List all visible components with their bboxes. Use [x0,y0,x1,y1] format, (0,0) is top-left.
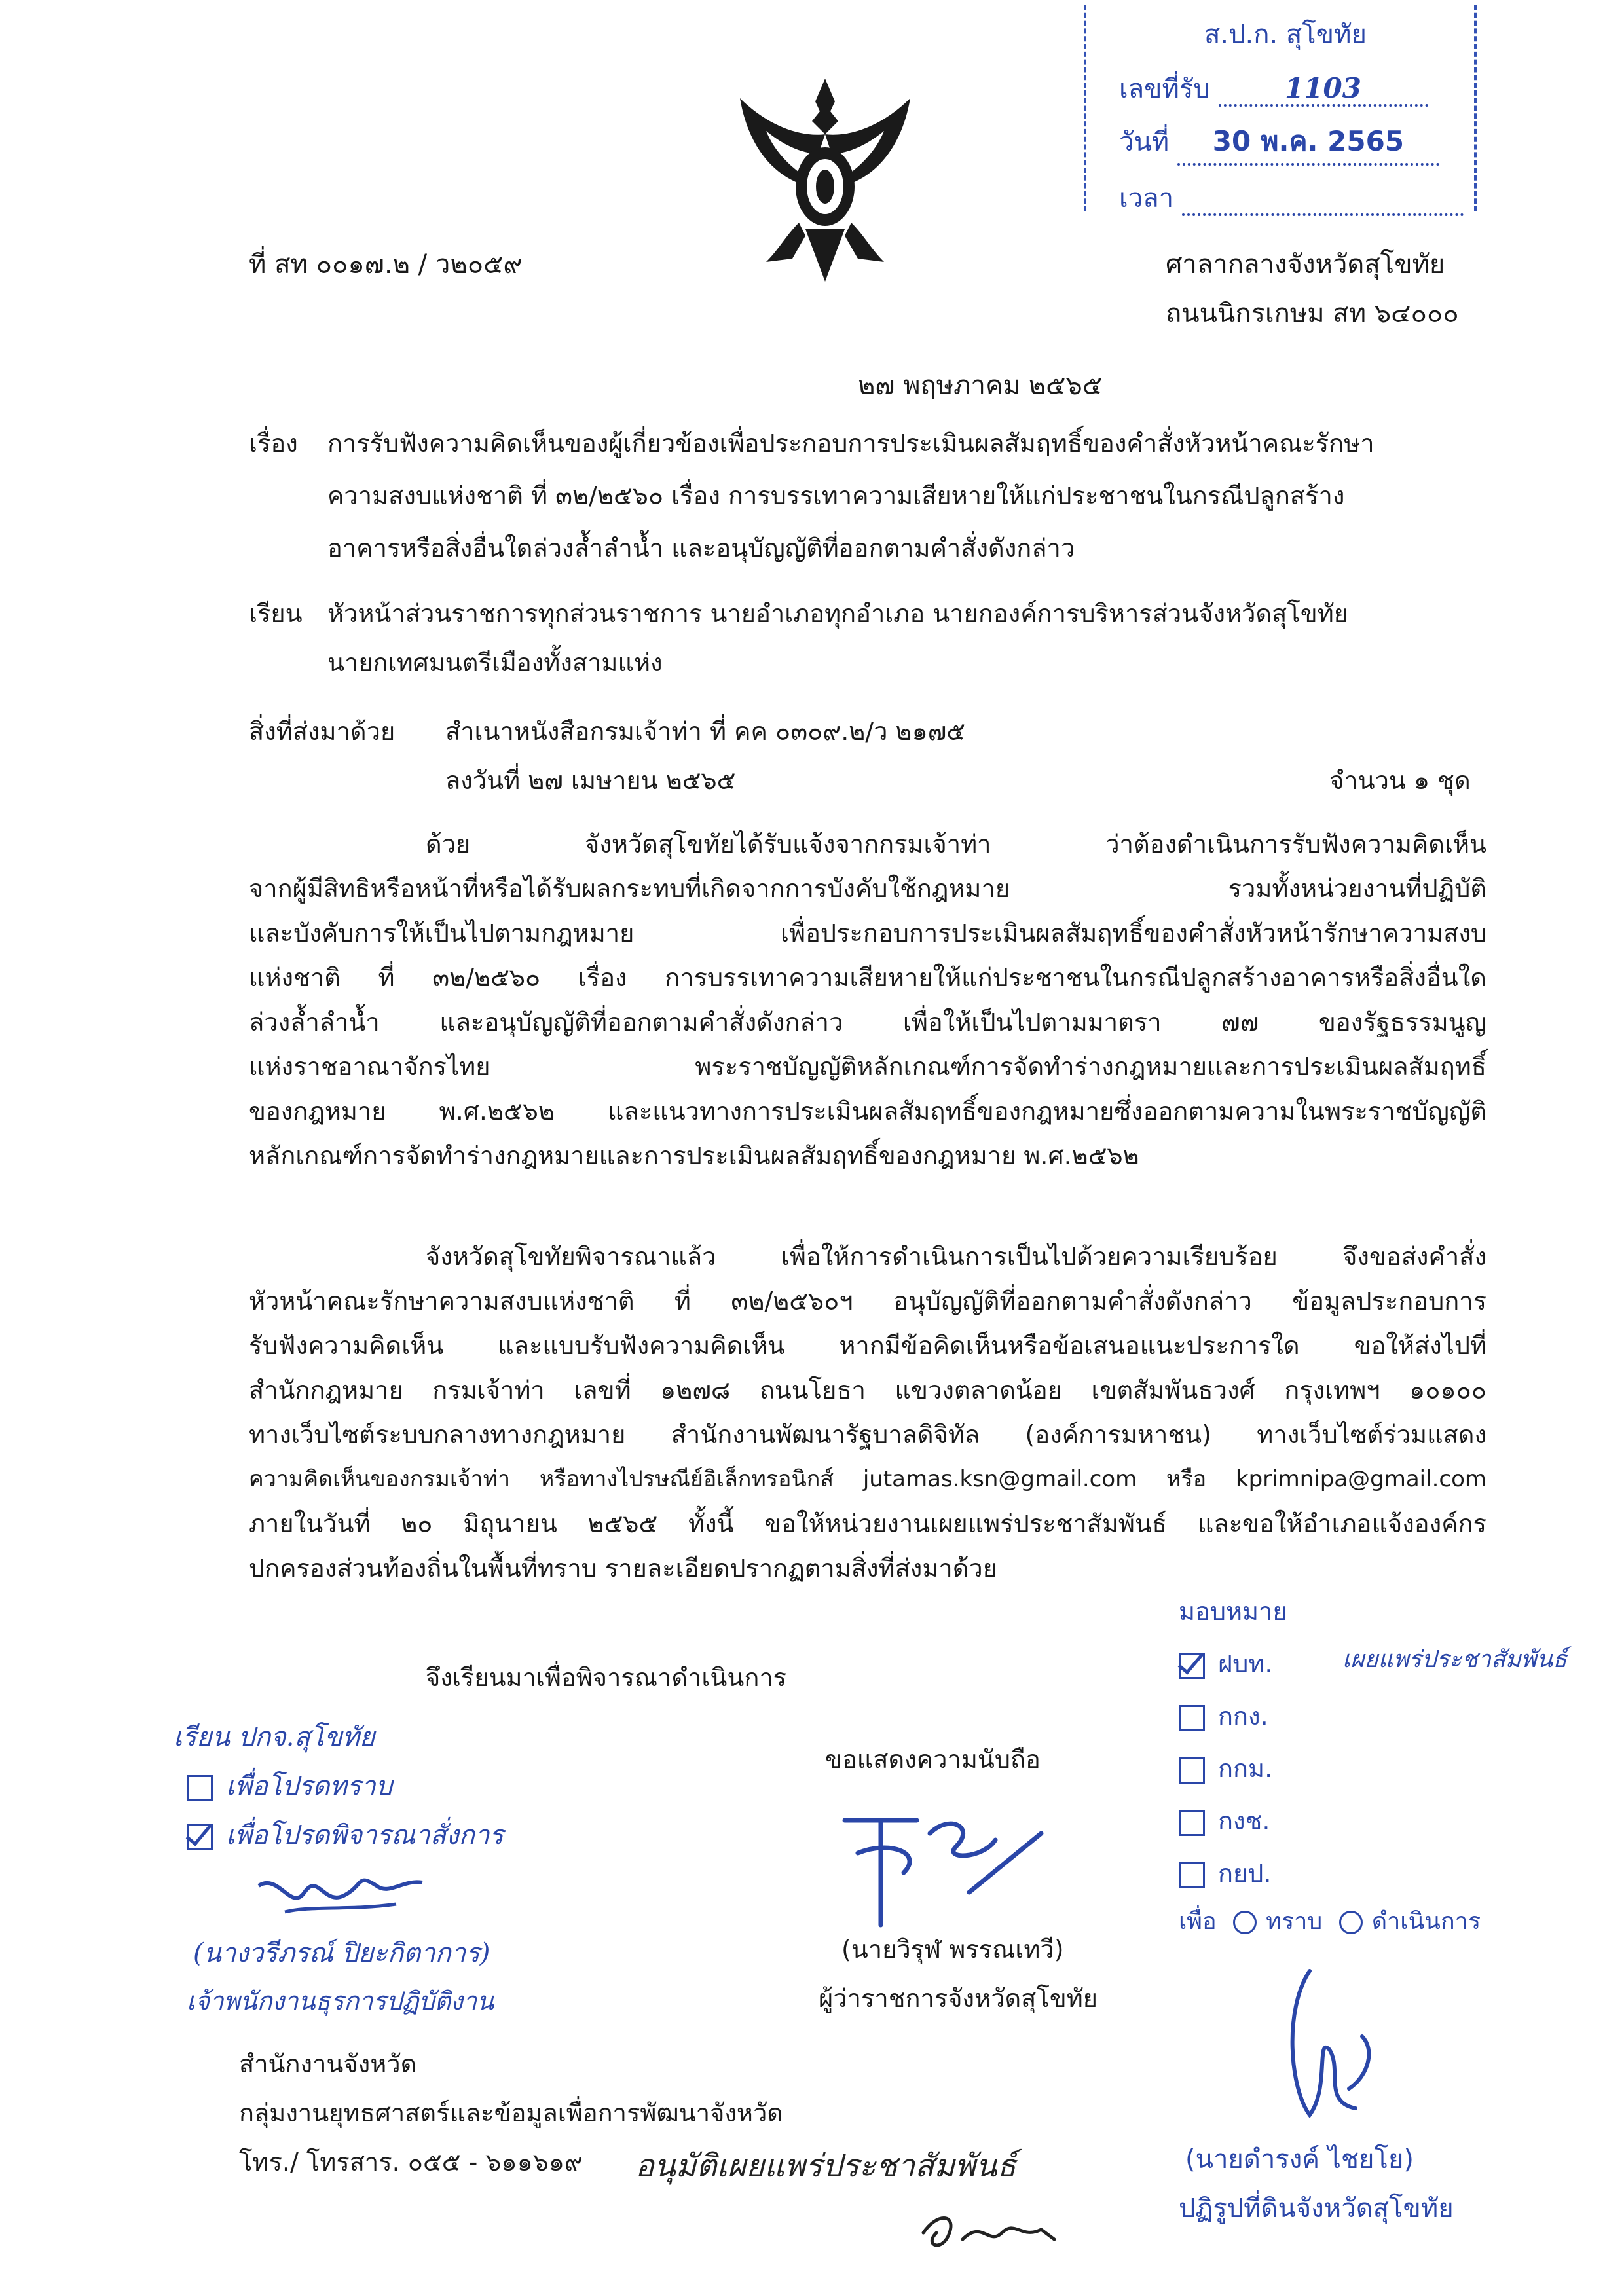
assign-item-label: กยป. [1218,1859,1272,1888]
checkbox-assign [1179,1810,1205,1836]
paragraph-line: ล่วงล้ำลำน้ำ และอนุบัญญัติที่ออกตามคำสั่งดังกล่าว เพื่อให้เป็นไปตามมาตรา ๗๗ ของรัฐธรรมนูญ [249,1008,1486,1037]
paragraph-line: ความคิดเห็นของกรมเจ้าท่า หรือทางไปรษณีย์อิเล็กทรอนิกส์ jutamas.ksn@gmail.com หรือ kprimnipa@gmail.com [249,1466,1486,1492]
note-left-heading: เรียน ปกจ.สุโขทัย [174,1722,375,1752]
paragraph-line: หลักเกณฑ์การจัดทำร่างกฎหมายและการประเมินผลสัมฤทธิ์ของกฎหมาย พ.ศ.๒๕๖๒ [249,1141,1139,1170]
assign-task-note: เผยแพร่ประชาสัมพันธ์ [1342,1646,1567,1673]
bottom-handwritten-note: อนุมัติเผยแพร่ประชาสัมพันธ์ [635,2148,1016,2184]
assign-item-label: กงช. [1218,1807,1270,1835]
subject-line: ความสงบแห่งชาติ ที่ ๓๒/๒๕๖๐ เรื่อง การบรรเทาความเสียหายให้แก่ประชาชนในกรณีปลูกสร้าง [327,481,1345,510]
paragraph-line: สำนักกฎหมาย กรมเจ้าท่า เลขที่ ๑๒๗๘ ถนนโยธา แขวงตลาดน้อย เขตสัมพันธวงศ์ กรุงเทพฯ ๑๐๑๐๐ [249,1376,1486,1405]
assign-item-label: กกง. [1218,1702,1268,1731]
body-paragraph-2 [249,1234,1486,1590]
note-right-heading: มอบหมาย [1179,1597,1287,1626]
assign-item [1179,1643,1273,1683]
enclosure-line1: สำเนาหนังสือกรมเจ้าท่า ที่ คค ๐๓๐๙.๒/ว ๒๑๗๕ [445,717,966,746]
purpose-row [1179,1902,1481,1939]
land-reform-signature-icon [1270,1958,1401,2128]
assign-item [1179,1748,1272,1788]
note-left-option-2 [187,1814,504,1856]
radio-action [1339,1911,1363,1934]
stamp-date-row [1119,120,1439,166]
purpose-label: เพื่อ [1179,1908,1217,1935]
salutation-label: เรียน [249,599,303,628]
enclosure-label: สิ่งที่ส่งมาด้วย [249,717,396,746]
note-left-option-2-label: เพื่อโปรดพิจารณาสั่งการ [226,1820,504,1850]
checkbox-inform [187,1775,213,1801]
paragraph-line: หัวหน้าคณะรักษาความสงบแห่งชาติ ที่ ๓๒/๒๕๖๐ฯ อนุบัญญัติที่ออกตามคำสั่งดังกล่าว ข้อมูลประกอบการ [249,1287,1486,1315]
paragraph-line: ของกฎหมาย พ.ศ.๒๕๖๒ และแนวทางการประเมินผลสัมฤทธิ์ของกฎหมายซึ่งออกตามความในพระราชบัญญัติ [249,1097,1486,1126]
receipt-stamp [1084,5,1477,211]
left-handwritten-note [174,1716,632,2030]
assign-item [1179,1853,1271,1893]
radio-inform [1233,1911,1257,1934]
staff-signature-icon [246,1860,442,1925]
assign-item [1179,1696,1268,1736]
signer-name: (นายวิรุฬ พรรณเทวี) [841,1935,1064,1964]
stamp-time-row [1119,177,1464,219]
subject-label: เรื่อง [249,429,298,458]
paragraph-line: ทางเว็บไซต์ระบบกลางทางกฎหมาย สำนักงานพัฒนารัฐบาลดิจิทัล (องค์การมหาชน) ทางเว็บไซต์ร่วมแสดง [249,1420,1486,1449]
purpose-option-label: ทราบ [1266,1908,1323,1935]
office-line1: สำนักงานจังหวัด [239,2049,417,2078]
garuda-emblem-icon [727,72,923,288]
note-left-name: (นางวรีภรณ์ ปิยะกิตาการ) [193,1938,490,1968]
subject-line: การรับฟังความคิดเห็นของผู้เกี่ยวข้องเพื่อประกอบการประเมินผลสัมฤทธิ์ของคำสั่งหัวหน้าคณะรักษา [327,429,1375,458]
paragraph-line: แห่งราชอาณาจักรไทย พระราชบัญญัติหลักเกณฑ์การจัดทำร่างกฎหมายและการประเมินผลสัมฤทธิ์ [249,1052,1486,1081]
letter-date: ๒๗ พฤษภาคม ๒๕๖๕ [858,371,1103,401]
recipient-line: หัวหน้าส่วนราชการทุกส่วนราชการ นายอำเภอทุกอำเภอ นายกองค์การบริหารส่วนจังหวัดสุโขทัย [327,599,1349,628]
note-right-name: (นายดำรงค์ ไชยโย) [1185,2144,1414,2175]
bottom-initial-signature-icon [910,2194,1067,2266]
stamp-date-label: วันที่ [1119,127,1170,157]
reference-number: ที่ สท ๐๐๑๗.๒ / ว๒๐๕๙ [249,249,523,280]
body-paragraph-1 [249,822,1486,1178]
paragraph-line: จังหวัดสุโขทัยพิจารณาแล้ว เพื่อให้การดำเนินการเป็นไปด้วยความเรียบร้อย จึงขอส่งคำสั่ง [426,1242,1486,1271]
office-line2: กลุ่มงานยุทธศาสตร์และข้อมูลเพื่อการพัฒนาจังหวัด [239,2099,783,2127]
checkbox-consider [187,1824,213,1850]
assign-item [1179,1801,1270,1841]
note-left-option-1 [187,1765,392,1807]
subject-line: อาคารหรือสิ่งอื่นใดล่วงล้ำลำน้ำ และอนุบัญญัติที่ออกตามคำสั่งดังกล่าว [327,534,1075,562]
right-handwritten-note [1179,1591,1604,2295]
assign-item-label: ฝบท. [1218,1649,1273,1678]
paragraph-line: ภายในวันที่ ๒๐ มิถุนายน ๒๕๖๕ ทั้งนี้ ขอให้หน่วยงานเผยแพร่ประชาสัมพันธ์ และขอให้อำเภอแจ้งองค์กร [249,1509,1486,1538]
enclosure-quantity: จำนวน ๑ ชุด [1329,766,1471,795]
closing-line: จึงเรียนมาเพื่อพิจารณาดำเนินการ [426,1663,787,1692]
checkbox-assign [1179,1862,1205,1888]
signer-title: ผู้ว่าราชการจังหวัดสุโขทัย [819,1984,1098,2013]
recipient-line: นายกเทศมนตรีเมืองทั้งสามแห่ง [327,648,663,677]
paragraph-line: ด้วย จังหวัดสุโขทัยได้รับแจ้งจากกรมเจ้าท่า ว่าต้องดำเนินการรับฟังความคิดเห็น [426,830,1486,858]
enclosure-line2: ลงวันที่ ๒๗ เมษายน ๒๕๖๕ [445,766,736,795]
stamp-receipt-label: เลขที่รับ [1119,74,1210,104]
office-telephone: โทร./ โทรสาร. ๐๕๕ - ๖๑๑๖๑๙ [239,2148,583,2176]
paragraph-line: จากผู้มีสิทธิหรือหน้าที่หรือได้รับผลกระทบที่เกิดจากการบังคับใช้กฎหมาย รวมทั้งหน่วยงานที่ปฏิบัติ [249,874,1486,903]
sender-address-line2: ถนนนิกรเกษม สท ๖๔๐๐๐ [1166,299,1459,329]
stamp-time-label: เวลา [1119,183,1174,213]
checkbox-assign [1179,1705,1205,1731]
note-right-position: ปฏิรูปที่ดินจังหวัดสุโขทัย [1179,2194,1454,2224]
paragraph-line: แห่งชาติ ที่ ๓๒/๒๕๖๐ เรื่อง การบรรเทาความเสียหายให้แก่ประชาชนในกรณีปลูกสร้างอาคารหรือสิ่งอื่นใด [249,963,1486,992]
stamp-date-value: 30 พ.ค. 2565 [1177,120,1439,166]
paragraph-line: และบังคับการให้เป็นไปตามกฎหมาย เพื่อประกอบการประเมินผลสัมฤทธิ์ของคำสั่งหัวหน้ารักษาความสงบ [249,919,1486,947]
stamp-time-value [1182,181,1464,216]
stamp-receipt-row [1119,67,1428,109]
note-left-position: เจ้าพนักงานธุรการปฏิบัติงาน [187,1987,494,2015]
purpose-option-label: ดำเนินการ [1371,1908,1481,1935]
checkbox-assign [1179,1757,1205,1784]
stamp-receipt-no: 1103 [1219,72,1428,107]
paragraph-line: ปกครองส่วนท้องถิ่นในพื้นที่ทราบ รายละเอียดปรากฏตามสิ่งที่ส่งมาด้วย [249,1554,997,1583]
sender-address-line1: ศาลากลางจังหวัดสุโขทัย [1166,249,1445,280]
stamp-office: ส.ป.ก. สุโขทัย [1204,20,1367,50]
paragraph-line: รับฟังความคิดเห็น และแบบรับฟังความคิดเห็น หากมีข้อคิดเห็นหรือข้อเสนอแนะประการใด ขอให้ส่งไปที่ [249,1331,1486,1360]
assign-item-label: กกม. [1218,1754,1273,1783]
governor-signature-icon [832,1794,1054,1932]
note-left-option-1-label: เพื่อโปรดทราบ [226,1771,393,1801]
checkbox-assign [1179,1653,1205,1679]
regards-line: ขอแสดงความนับถือ [825,1745,1041,1774]
